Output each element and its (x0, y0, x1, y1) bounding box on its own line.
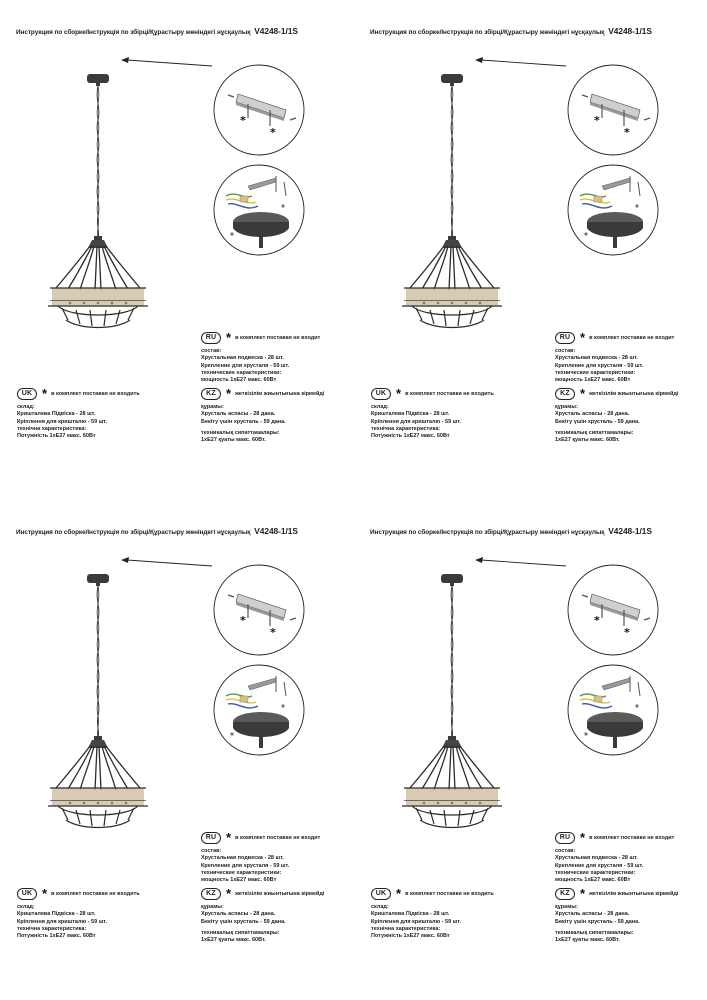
spec-line: техникалық сипаттамалары: (555, 429, 634, 436)
spec-line: 1хE27 қуаты макс. 60Вт. (201, 937, 266, 944)
kz-info-block (201, 887, 351, 944)
asterisk-icon: * (580, 886, 586, 901)
spec-line: 1хE27 қуаты макс. 60Вт. (201, 437, 266, 444)
ru-not-included-note: в комплект поставки не входит (235, 335, 321, 341)
spec-line: мощность 1хE27 макс. 60Вт (555, 377, 631, 384)
asterisk-icon: * (42, 386, 48, 401)
ru-info-block (201, 331, 351, 384)
instruction-sheet-bottom-right (354, 500, 707, 1000)
kz-language-badge: KZ (201, 888, 221, 900)
spec-line: Крепление для хрусталя - 59 шт. (201, 862, 290, 869)
kz-not-included-note: жеткізілім жиынтығына кірмейді (589, 391, 679, 397)
uk-language-badge: UK (371, 388, 391, 400)
ru-info-block (555, 831, 705, 884)
ru-language-badge: RU (201, 332, 221, 344)
asterisk-icon: * (226, 386, 232, 401)
model-number: V4248-1/1S (608, 26, 652, 36)
svg-text:*: * (624, 126, 630, 139)
spec-line: Кришталева Підвіска - 28 шт. (17, 911, 96, 918)
spec-line: құрамы: (201, 404, 224, 410)
asterisk-icon: * (226, 830, 232, 845)
model-number: V4248-1/1S (254, 26, 298, 36)
model-number: V4248-1/1S (608, 526, 652, 536)
uk-spec-lines (371, 404, 541, 440)
uk-language-badge: UK (17, 388, 37, 400)
spec-line: мощность 1хE27 макс. 60Вт (555, 877, 631, 884)
mounting-bracket-detail (214, 65, 304, 155)
svg-text:*: * (594, 614, 600, 627)
ru-not-included-note: в комплект поставки не входит (589, 335, 675, 341)
ru-spec-lines (201, 848, 351, 884)
ru-language-badge: RU (555, 332, 575, 344)
instruction-sheet-top-left (0, 0, 353, 500)
kz-language-badge: KZ (555, 888, 575, 900)
spec-line: Крепление для хрусталя - 59 шт. (201, 362, 290, 369)
model-number: V4248-1/1S (254, 526, 298, 536)
spec-line: состав: (555, 848, 576, 854)
ru-spec-lines (555, 848, 705, 884)
instruction-sheet-top-right (354, 0, 707, 500)
kz-spec-lines (201, 404, 351, 444)
spec-line: состав: (201, 848, 222, 854)
spec-line: Хрустальная подвеска - 28 шт. (201, 855, 284, 862)
spec-line: технічна характеристика: (371, 925, 441, 932)
spec-line: мощность 1хE27 макс. 60Вт (201, 377, 277, 384)
svg-text:*: * (594, 114, 600, 127)
spec-line: склад: (371, 904, 389, 910)
spec-line: Хрусталь аспасы - 28 дана. (201, 911, 276, 918)
mounting-bracket-detail (568, 65, 658, 155)
spec-line: техникалық сипаттамалары: (555, 929, 634, 936)
spec-line: технические характеристики: (555, 869, 636, 876)
spec-line: Хрусталь аспасы - 28 дана. (201, 411, 276, 418)
spec-line: Крепление для хрусталя - 59 шт. (555, 362, 644, 369)
spec-line: құрамы: (555, 404, 578, 410)
spec-line: Кріплення для кришталю - 59 шт. (371, 918, 462, 925)
kz-spec-lines (201, 904, 351, 944)
uk-language-badge: UK (17, 888, 37, 900)
asterisk-icon: * (580, 330, 586, 345)
spec-line: склад: (17, 404, 35, 410)
spec-line: Потужність 1хE27 макс. 60Вт (17, 433, 96, 440)
spec-line: Кришталева Підвіска - 28 шт. (371, 911, 450, 918)
kz-language-badge: KZ (201, 388, 221, 400)
uk-info-block (371, 887, 541, 940)
spec-line: Кріплення для кришталю - 59 шт. (17, 918, 108, 925)
kz-info-block (555, 387, 705, 444)
kz-not-included-note: жеткізілім жиынтығына кірмейді (235, 391, 325, 397)
uk-not-included-note: в комплект поставки не входить (405, 391, 494, 397)
asterisk-icon: * (226, 330, 232, 345)
ru-not-included-note: в комплект поставки не входит (589, 835, 675, 841)
spec-line: Потужність 1хE27 макс. 60Вт (371, 933, 450, 940)
ru-language-badge: RU (201, 832, 221, 844)
mounting-bracket-detail (214, 565, 304, 655)
kz-info-block (201, 387, 351, 444)
kz-not-included-note: жеткізілім жиынтығына кірмейді (589, 891, 679, 897)
spec-line: технические характеристики: (555, 369, 636, 376)
spec-line: Хрусталь аспасы - 28 дана. (555, 911, 630, 918)
spec-line: Кріплення для кришталю - 59 шт. (371, 418, 462, 425)
asterisk-icon: * (396, 886, 402, 901)
spec-line: технические характеристики: (201, 369, 282, 376)
spec-line: Крепление для хрусталя - 59 шт. (555, 862, 644, 869)
uk-info-block (371, 387, 541, 440)
uk-spec-lines (17, 404, 187, 440)
uk-spec-lines (371, 904, 541, 940)
svg-text:*: * (270, 626, 276, 639)
uk-not-included-note: в комплект поставки не входить (405, 891, 494, 897)
mounting-bracket-detail (568, 565, 658, 655)
ru-spec-lines (201, 348, 351, 384)
kz-not-included-note: жеткізілім жиынтығына кірмейді (235, 891, 325, 897)
instruction-title: Инструкция по сборке/Інструкція по збірці/Құрастыру жөніндегі нұсқаулық (16, 529, 251, 536)
spec-line: Бекіту үшін хрусталь - 59 дана. (555, 418, 640, 425)
mounting-detail-circles (0, 0, 353, 300)
kz-language-badge: KZ (555, 388, 575, 400)
spec-line: техникалық сипаттамалары: (201, 429, 280, 436)
spec-line: Кріплення для кришталю - 59 шт. (17, 418, 108, 425)
mounting-detail-circles (354, 500, 707, 800)
spec-line: Хрустальная подвеска - 28 шт. (555, 355, 638, 362)
ru-language-badge: RU (555, 832, 575, 844)
instruction-title: Инструкция по сборке/Інструкція по збірці/Құрастыру жөніндегі нұсқаулық (370, 529, 605, 536)
spec-line: технічна характеристика: (17, 425, 87, 432)
wiring-canopy-detail (568, 165, 658, 255)
ru-info-block (201, 831, 351, 884)
asterisk-icon: * (580, 830, 586, 845)
uk-not-included-note: в комплект поставки не входить (51, 891, 140, 897)
wiring-canopy-detail (214, 165, 304, 255)
spec-line: 1хE27 қуаты макс. 60Вт. (555, 437, 620, 444)
asterisk-icon: * (42, 886, 48, 901)
uk-spec-lines (17, 904, 187, 940)
spec-line: склад: (17, 904, 35, 910)
ru-not-included-note: в комплект поставки не входит (235, 835, 321, 841)
spec-line: Хрустальная подвеска - 28 шт. (201, 355, 284, 362)
asterisk-icon: * (580, 386, 586, 401)
instruction-sheet-bottom-left (0, 500, 353, 1000)
mounting-detail-circles (0, 500, 353, 800)
spec-line: техникалық сипаттамалары: (201, 929, 280, 936)
instruction-title: Инструкция по сборке/Інструкція по збірці/Құрастыру жөніндегі нұсқаулық (370, 29, 605, 36)
spec-line: Хрусталь аспасы - 28 дана. (555, 411, 630, 418)
spec-line: технические характеристики: (201, 869, 282, 876)
spec-line: технічна характеристика: (371, 425, 441, 432)
spec-line: состав: (201, 348, 222, 354)
ru-spec-lines (555, 348, 705, 384)
uk-not-included-note: в комплект поставки не входить (51, 391, 140, 397)
spec-line: Бекіту үшін хрусталь - 59 дана. (201, 918, 286, 925)
kz-spec-lines (555, 404, 705, 444)
spec-line: құрамы: (555, 904, 578, 910)
spec-line: мощность 1хE27 макс. 60Вт (201, 877, 277, 884)
instruction-title: Инструкция по сборке/Інструкція по збірці/Құрастыру жөніндегі нұсқаулық (16, 29, 251, 36)
spec-line: Бекіту үшін хрусталь - 59 дана. (555, 918, 640, 925)
spec-line: Бекіту үшін хрусталь - 59 дана. (201, 418, 286, 425)
svg-text:*: * (240, 114, 246, 127)
uk-language-badge: UK (371, 888, 391, 900)
uk-info-block (17, 887, 187, 940)
wiring-canopy-detail (214, 665, 304, 755)
kz-spec-lines (555, 904, 705, 944)
kz-info-block (555, 887, 705, 944)
spec-line: Потужність 1хE27 макс. 60Вт (371, 433, 450, 440)
svg-text:*: * (240, 614, 246, 627)
svg-text:*: * (270, 126, 276, 139)
spec-line: Хрустальная подвеска - 28 шт. (555, 855, 638, 862)
svg-text:*: * (624, 626, 630, 639)
mounting-detail-circles (354, 0, 707, 300)
spec-line: Кришталева Підвіска - 28 шт. (17, 411, 96, 418)
spec-line: Кришталева Підвіска - 28 шт. (371, 411, 450, 418)
spec-line: Потужність 1хE27 макс. 60Вт (17, 933, 96, 940)
spec-line: состав: (555, 348, 576, 354)
wiring-canopy-detail (568, 665, 658, 755)
spec-line: склад: (371, 404, 389, 410)
asterisk-icon: * (396, 386, 402, 401)
spec-line: 1хE27 қуаты макс. 60Вт. (555, 937, 620, 944)
spec-line: технічна характеристика: (17, 925, 87, 932)
spec-line: құрамы: (201, 904, 224, 910)
ru-info-block (555, 331, 705, 384)
uk-info-block (17, 387, 187, 440)
asterisk-icon: * (226, 886, 232, 901)
